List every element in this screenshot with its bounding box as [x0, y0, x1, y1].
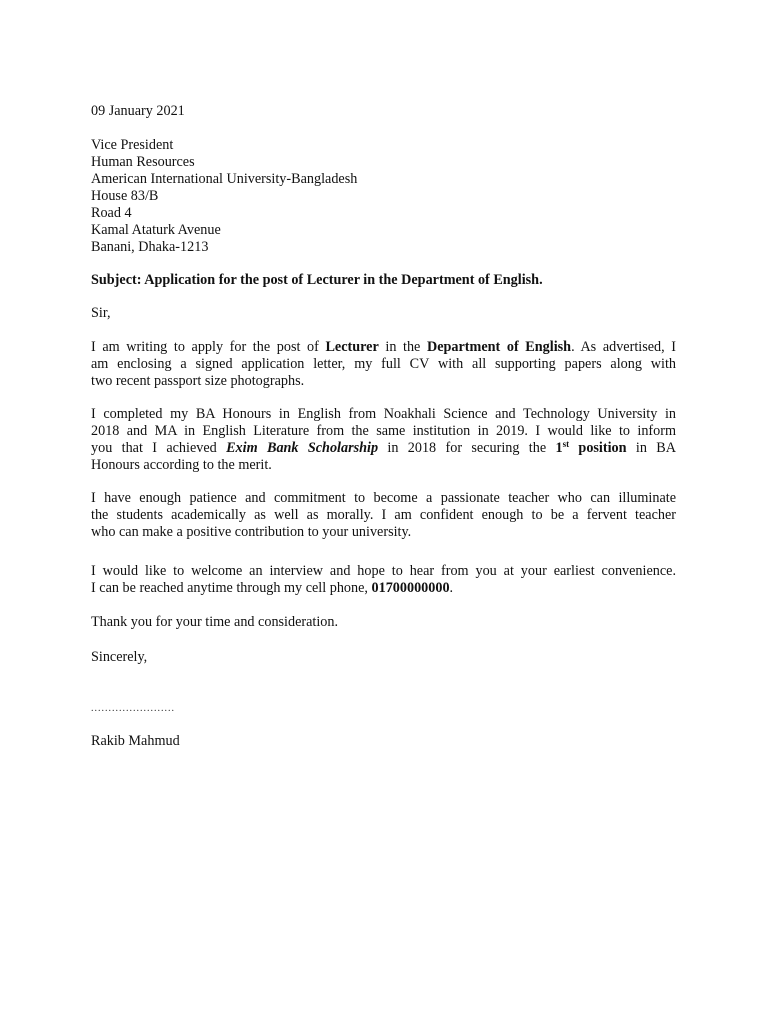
letter-date: 09 January 2021	[91, 103, 185, 119]
paragraph-education: I completed my BA Honours in English from Noakhali Science and Technology University in 2018 and MA in English Literature from the same institution in 2019. I would like to inform you that I achieved Exim Bank Scholarship in 2018 for securing the 1st position in BA Honours according to the merit.	[91, 406, 676, 473]
recipient-address	[91, 137, 676, 256]
recipient-line: Vice President	[91, 137, 174, 153]
salutation: Sir,	[91, 305, 111, 321]
recipient-line: Human Resources	[91, 154, 195, 170]
paragraph-interview: I would like to welcome an interview and hope to hear from you at your earliest convenience. I can be reached anytime through my cell phone, 01700000000.	[91, 563, 676, 596]
phone-number: 01700000000	[371, 580, 450, 596]
recipient-line: House 83/B	[91, 188, 159, 204]
signature-dotted-line: ........................	[91, 703, 175, 714]
paragraph-application: I am writing to apply for the post of Lecturer in the Department of English. As advertised, I am enclosing a signed application letter, my full CV with all supporting papers along with two recent passport size photographs.	[91, 339, 677, 389]
recipient-line: Kamal Ataturk Avenue	[91, 222, 221, 238]
thanks-line: Thank you for your time and consideration.	[91, 614, 339, 630]
recipient-line: American International University-Bangladesh	[91, 171, 358, 187]
recipient-line: Banani, Dhaka-1213	[91, 239, 209, 255]
paragraph-commitment: I have enough patience and commitment to become a passionate teacher who can illuminate the students academically as well as morally. I am confident enough to be a fervent teacher who can make a positive contribution to your university.	[91, 490, 676, 540]
subject-line: Subject: Application for the post of Lecturer in the Department of English.	[91, 272, 543, 288]
closing: Sincerely,	[91, 649, 148, 665]
sender-name: Rakib Mahmud	[91, 733, 180, 749]
recipient-line: Road 4	[91, 205, 132, 221]
